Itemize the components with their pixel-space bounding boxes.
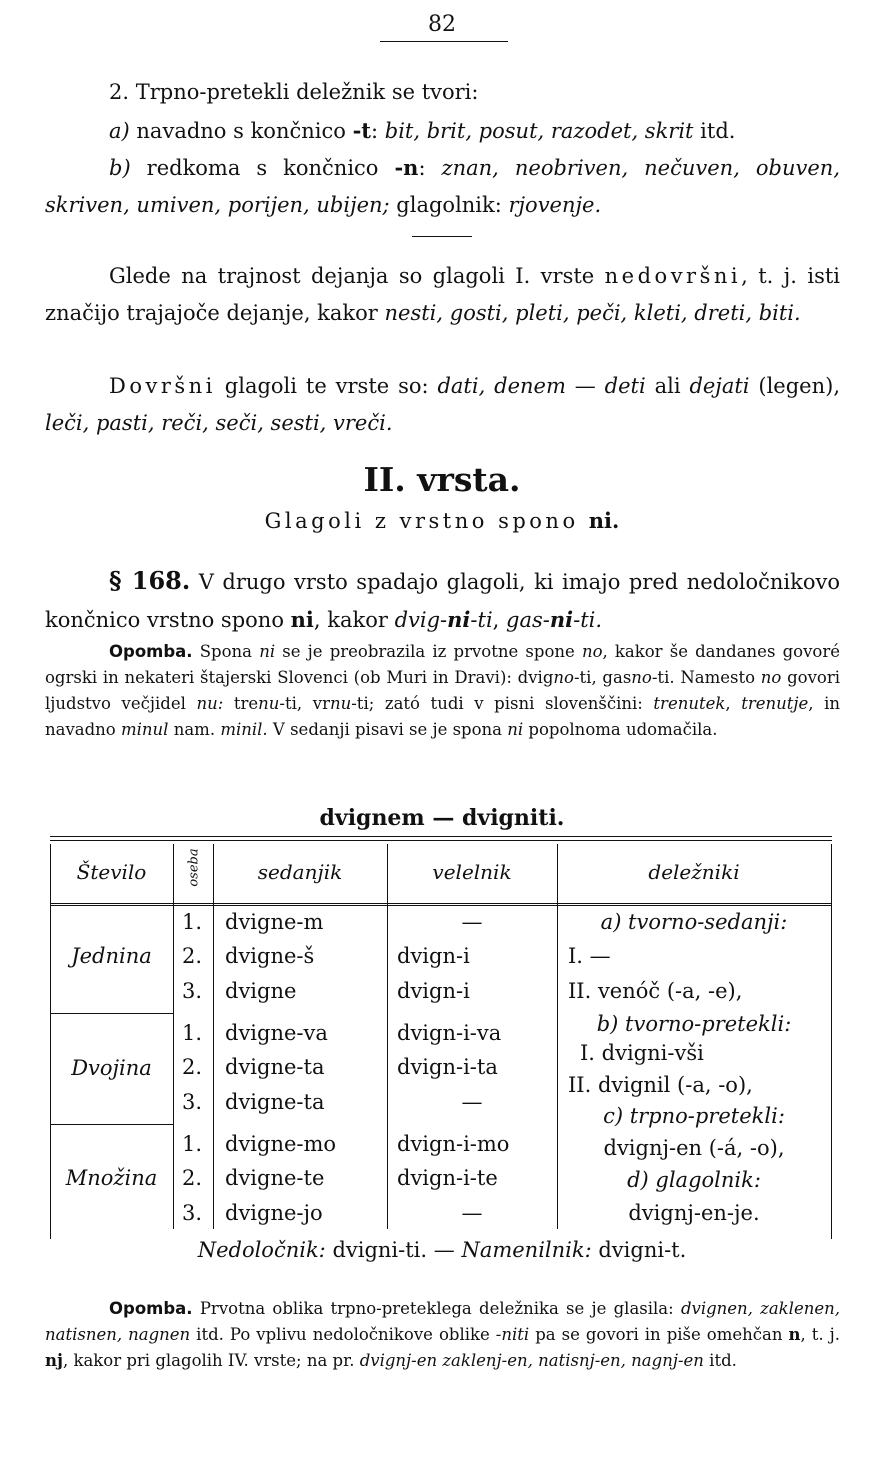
header-sedanjik: sedanjik [257, 860, 343, 884]
note-term: -niti [495, 1325, 530, 1344]
examples: znan, neobriven, nečuven, obuven, skriven, umiven, porijen, ubijen; [45, 156, 840, 217]
supine-label: Namenilnik: [461, 1238, 592, 1262]
row-oseba: 1. [182, 1132, 203, 1156]
row-oseba: 3. [182, 979, 203, 1003]
row-velelnik: dvign-i-va [397, 1021, 502, 1045]
table-top-rule-2 [50, 840, 832, 841]
row-oseba: 2. [182, 1166, 203, 1190]
row-oseba: 1. [182, 1021, 203, 1045]
examples: dejati [689, 374, 750, 398]
group-rule [50, 1124, 173, 1125]
paragraph-text: , kakor [313, 608, 395, 632]
paragraph-text: V drugo vrsto spadajo glagoli, ki imajo pred nedoločnikovo končnico vrstno spono [45, 570, 840, 632]
row-sedanjik: dvigne-š [225, 944, 315, 968]
note-text: se je preobrazila iz prvotne spone [275, 642, 582, 661]
separator-rule [412, 236, 472, 237]
examples: -ti [470, 608, 493, 632]
note-term: minul [121, 720, 169, 739]
row-velelnik: dvign-i-te [397, 1166, 498, 1190]
page-number: 82 [428, 12, 456, 37]
examples: gas- [506, 608, 550, 632]
note-1 [45, 639, 840, 743]
tail: itd. [693, 119, 736, 143]
note-label: Opomba. [109, 1299, 193, 1318]
page-number-rule [380, 41, 508, 42]
note-text: nam. [168, 720, 221, 739]
note-text: Prvotna oblika trpno-preteklega deležnika se je glasila: [192, 1299, 681, 1318]
participle-line: dvignj-en-je. [628, 1201, 760, 1225]
note-text: -ti; zató tudi v pisni slovenščini: [351, 694, 654, 713]
note-term: minil. [220, 720, 268, 739]
conjugation-table [50, 836, 832, 1241]
note-text: , [725, 694, 742, 713]
row-oseba: 2. [182, 1055, 203, 1079]
row-sedanjik: dvigne-ta [225, 1055, 325, 1079]
note-text: pa se govori in piše omehčan [529, 1325, 789, 1344]
row-oseba: 3. [182, 1090, 203, 1114]
row-sedanjik: dvigne [225, 979, 297, 1003]
colon: : [370, 119, 379, 143]
note-text: itd. Po vplivu nedoločnikove oblike [190, 1325, 496, 1344]
note-text: , kakor pri glagolih IV. vrste; na pr. [62, 1351, 360, 1370]
comma: , [492, 608, 507, 632]
bold-term: ni [290, 607, 314, 632]
examples: dati, denem [437, 374, 566, 398]
note-term: no [760, 668, 782, 687]
row-sedanjik: dvigne-mo [225, 1132, 337, 1156]
note-term: dvignj-en zaklenj-en, natisnj-en, nagnj-en [359, 1351, 704, 1370]
table-top-rule [50, 836, 832, 837]
paragraph-a [45, 112, 840, 150]
paragraph-number: 2. [109, 80, 130, 104]
subheading-bold: ni. [588, 508, 620, 533]
subheading-text: Glagoli z vrstno spono [264, 509, 589, 533]
spaced-term: Dovršni [109, 374, 216, 398]
row-sedanjik: dvigne-jo [225, 1201, 323, 1225]
participle-line: II. dvignil (-a, -o), [568, 1073, 753, 1097]
note-text: -ti. Namesto [651, 668, 761, 687]
note-term: trenutek [653, 694, 726, 713]
table-title: dvignem — dvigniti. [319, 805, 565, 831]
examples: nesti, gosti, pleti, peči, kleti, dreti, biti. [384, 301, 801, 325]
header-delezniki: deležniki [648, 860, 740, 884]
table-header-rule [50, 903, 832, 904]
dash: — [565, 374, 605, 398]
item-text: glagolnik: [389, 193, 509, 217]
examples: rjovenje. [508, 193, 602, 217]
paragraph-text: (legen), [749, 374, 840, 398]
examples: dvig- [394, 608, 448, 632]
group-name: Dvojina [71, 1056, 152, 1080]
note-text: govori ljudstvo večjidel [45, 668, 840, 713]
note-term: nu [329, 694, 352, 713]
note-text: -ti, gas [573, 668, 632, 687]
colon: : [418, 156, 426, 180]
group-name: Jednina [71, 944, 152, 968]
note-text: Spona [192, 642, 260, 661]
row-velelnik: — [461, 910, 483, 934]
note-term: no [631, 668, 652, 687]
examples-bold: ni [447, 607, 471, 632]
paragraph-b [45, 149, 840, 224]
paragraph-text: glagoli te vrste so: [215, 374, 438, 398]
note-text: , t. j. [800, 1325, 840, 1344]
table-vline [173, 844, 174, 1229]
infinitive-value: dvigni-ti. — [325, 1238, 462, 1262]
note-label: Opomba. [109, 642, 193, 661]
participle-line: a) tvorno-sedanji: [600, 910, 788, 934]
row-velelnik: — [461, 1090, 483, 1114]
participle-line: I. — [568, 944, 611, 968]
paragraph-text: ali [645, 374, 690, 398]
note-text: V sedanji pisavi se je spona [267, 720, 508, 739]
section-number: § 168. [109, 566, 191, 595]
paragraph-participle-intro [45, 74, 840, 111]
paragraph-imperfective [45, 258, 840, 332]
note-text: tre [223, 694, 259, 713]
examples-bold: ni [549, 607, 574, 632]
group-name: Množina [65, 1166, 158, 1190]
item-text: redkoma s končnico [146, 156, 395, 180]
row-oseba: 3. [182, 1201, 203, 1225]
section-heading: II. vrsta. [363, 460, 521, 499]
supine-value: dvigni-t. [591, 1238, 687, 1262]
note-text: itd. [703, 1351, 737, 1370]
row-oseba: 1. [182, 910, 203, 934]
paragraph-text: Glede na trajnost dejanja so glagoli I. vrste [109, 264, 605, 288]
note-term: no [581, 642, 603, 661]
paragraph-text: Trpno-pretekli deležnik se tvori: [135, 80, 479, 104]
suffix: -t [352, 118, 371, 143]
note-text: -ti, vr [279, 694, 330, 713]
participle-line: I. dvigni-vši [580, 1041, 704, 1065]
note-text: , in navadno [45, 694, 841, 739]
note-term: nu [258, 694, 280, 713]
infinitive-label: Nedoločnik: [197, 1238, 326, 1262]
header-stevilo: Število [76, 860, 147, 884]
note-term: dvignen, zaklenen, natisnen, nagnen [45, 1299, 840, 1344]
note-bold: n [788, 1325, 801, 1344]
note-2 [45, 1296, 840, 1374]
item-label: b) [109, 156, 131, 180]
table-vline [387, 844, 388, 1229]
participle-line: d) glagolnik: [627, 1168, 761, 1192]
suffix: -n [394, 155, 419, 180]
note-term: nu: [196, 694, 224, 713]
row-velelnik: — [461, 1201, 483, 1225]
paragraph-text: , t. j. isti značijo trajajoče dejanje, kakor [45, 264, 840, 325]
header-velelnik: velelnik [432, 860, 512, 884]
participle-line: II. venóč (-a, -e), [568, 979, 743, 1003]
note-text: , kakor še dandanes govoré ogrski in nekateri štajerski Slovenci (ob Muri in Dravi): dvig [45, 642, 840, 687]
paragraph-perfective [45, 368, 840, 442]
table-vline [213, 844, 214, 1229]
note-term: no [553, 668, 574, 687]
group-rule [50, 1013, 173, 1014]
row-sedanjik: dvigne-te [225, 1166, 325, 1190]
row-velelnik: dvign-i-mo [397, 1132, 510, 1156]
section-subheading [0, 508, 884, 533]
row-sedanjik: dvigne-va [225, 1021, 328, 1045]
examples: deti [604, 374, 646, 398]
row-velelnik: dvign-i [397, 979, 470, 1003]
participle-line: dvignj-en (-á, -o), [603, 1136, 785, 1160]
header-oseba: oseba [186, 848, 202, 887]
participle-line: b) tvorno-pretekli: [596, 1012, 792, 1036]
note-term: trenutje [741, 694, 809, 713]
row-sedanjik: dvigne-ta [225, 1090, 325, 1114]
row-oseba: 2. [182, 944, 203, 968]
item-label: a) [109, 119, 130, 143]
spaced-term: nedovršni [604, 264, 742, 288]
item-text: navadno s končnico [136, 119, 353, 143]
note-text: popolnoma udomačila. [523, 720, 718, 739]
examples: leči, pasti, reči, seči, sesti, vreči. [45, 411, 393, 435]
participle-line: c) trpno-pretekli: [603, 1104, 785, 1128]
infinitive-supine-line [0, 1238, 884, 1262]
row-sedanjik: dvigne-m [225, 910, 324, 934]
row-velelnik: dvign-i [397, 944, 470, 968]
paragraph-section-168 [45, 562, 840, 639]
note-bold: nj [45, 1351, 63, 1370]
examples: -ti. [573, 608, 603, 632]
examples: bit, brit, posut, razodet, skrit [384, 119, 694, 143]
row-velelnik: dvign-i-ta [397, 1055, 498, 1079]
table-vline [831, 844, 832, 1239]
note-term: ni [507, 720, 524, 739]
note-term: ni [259, 642, 276, 661]
